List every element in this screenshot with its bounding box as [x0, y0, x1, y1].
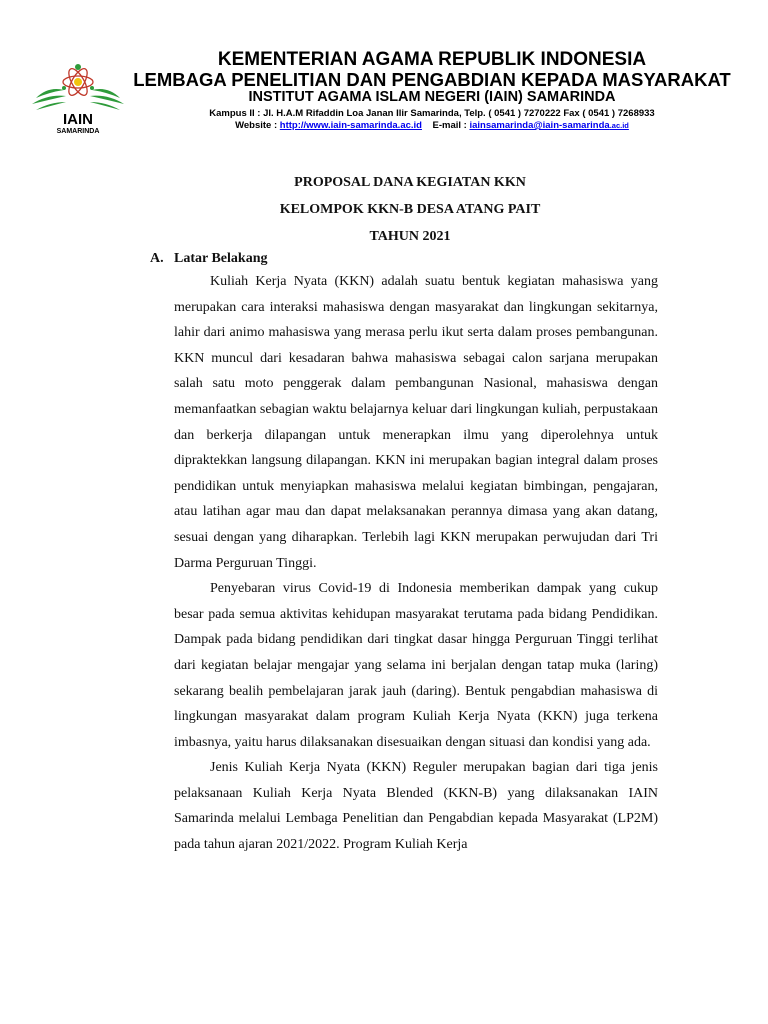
svg-text:IAIN: IAIN	[63, 111, 93, 128]
paragraph: Penyebaran virus Covid-19 di Indonesia memberikan dampak yang cukup besar pada semua aktivitas kehidupan masyarakat terutama pada bidang Pendidikan. Dampak pada bidang pendidikan dari tingkat dasar hingga Perguruan Tinggi terlihat dari kegiatan belajar mengajar yang selama ini berjalan dengan tatap muka (laring) sekarang bealih pembelajaran jarak jauh (daring). Bentuk pengabdian mahasiswa di lingkungan masyarakat dalam program Kuliah Kerja Nyata (KKN) juga terkena imbasnya, yaitu harus dilaksanakan disesuaikan dengan situasi dan kondisi yang ada.	[174, 581, 658, 750]
university-name: INSTITUT AGAMA ISLAM NEGERI (IAIN) SAMARINDA	[248, 89, 616, 105]
email-address[interactable]: iainsamarinda@iain-samarinda	[469, 120, 610, 131]
letterhead	[0, 0, 768, 140]
section-body	[174, 269, 658, 858]
email-suffix[interactable]: .ac.id	[609, 121, 629, 130]
section-letter: A.	[150, 251, 164, 266]
document-year: TAHUN 2021	[369, 229, 451, 244]
svg-text:SAMARINDA: SAMARINDA	[56, 128, 100, 135]
email-label: E-mail :	[432, 120, 467, 131]
email-link[interactable]	[469, 120, 628, 131]
ministry-name: KEMENTERIAN AGAMA REPUBLIK INDONESIA	[217, 49, 647, 70]
website-link[interactable]: http://www.iain-samarinda.ac.id	[279, 120, 422, 131]
iain-samarinda-logo	[28, 58, 128, 138]
institution-unit-name: LEMBAGA PENELITIAN DAN PENGABDIAN KEPADA MASYARAKAT	[133, 69, 731, 90]
contact-line	[132, 120, 732, 131]
paragraph: Kuliah Kerja Nyata (KKN) adalah suatu bentuk kegiatan mahasiswa yang merupakan cara interaksi mahasiswa dengan masyarakat dan lingkungan sekitarnya, lahir dari animo mahasiswa yang merasa perlu ikut serta dalam proses pembangunan. KKN muncul dari kesadaran bahwa mahasiswa sebagai calon sarjana merupakan salah satu moto penggerak dalam pembangunan Nasional, mahasiswa dengan memanfaatkan sebagian waktu belajarnya keluar dari lingkungan kuliah, perpustakaan dan berkerja dilapangan untuk menerapkan ilmu yang diperolehnya untuk dipraktekkan langsung dilapangan. KKN ini merupakan bagian integral dalam proses pendidikan untuk menyiapkan mahasiswa melalui kegiatan bimbingan, pengajaran, atau latihan agar mau dan dapat melaksanakan perannya dimasa yang akan datang, sesuai dengan yang diharapkan. Terlebih lagi KKN merupakan perwujudan dari Tri Darma Perguruan Tinggi.	[174, 274, 658, 571]
campus-address: Kampus II : Jl. H.A.M Rifaddin Loa Janan Ilir Samarinda, Telp. ( 0541 ) 7270222 Fax ( 0541 ) 7268933	[209, 108, 655, 119]
document-title: PROPOSAL DANA KEGIATAN KKN	[294, 175, 526, 190]
document-subtitle: KELOMPOK KKN-B DESA ATANG PAIT	[279, 202, 541, 217]
section-title: Latar Belakang	[174, 251, 268, 266]
section-heading	[150, 251, 267, 267]
paragraph: Jenis Kuliah Kerja Nyata (KKN) Reguler merupakan bagian dari tiga jenis pelaksanaan Kuliah Kerja Nyata Blended (KKN-B) yang dilaksanakan IAIN Samarinda melalui Lembaga Penelitian dan Pengabdian kepada Masyarakat (LP2M) pada tahun ajaran 2021/2022. Program Kuliah Kerja	[174, 760, 658, 853]
website-label: Website :	[235, 120, 278, 131]
